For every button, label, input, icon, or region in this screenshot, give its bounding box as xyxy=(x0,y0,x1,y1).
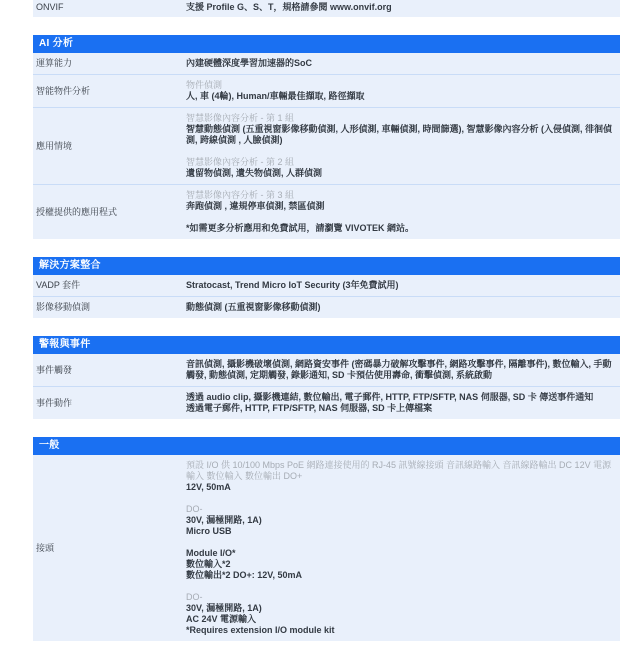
content-line: 支援 Profile G、S、T，規格請參閱 www.onvif.org xyxy=(186,2,392,12)
row-label: 應用情境 xyxy=(36,140,73,151)
row-label: 事件觸發 xyxy=(36,364,73,375)
row-label: 影像移動偵測 xyxy=(36,302,91,312)
row-content xyxy=(186,302,620,313)
spec-section xyxy=(33,257,620,318)
table-row xyxy=(33,455,620,641)
row-content xyxy=(186,359,620,381)
content-line: 透過 audio clip, 攝影機連結, 數位輸出, 電子郵件, HTTP, FTP/SFTP, NAS 伺服器, SD 卡 傳送事件通知 xyxy=(186,392,594,402)
content-line: 透過電子郵件, HTTP, FTP/SFTP, NAS 伺服器, SD 卡上傳檔案 xyxy=(186,403,433,413)
section-header-title: 警報與事件 xyxy=(33,336,620,354)
table-row xyxy=(33,184,620,239)
row-content xyxy=(186,58,620,69)
content-line: AC 24V 電源輸入 xyxy=(186,614,257,624)
content-line-subheading: DO- xyxy=(186,592,203,602)
spec-document xyxy=(33,0,620,659)
row-content xyxy=(186,392,620,414)
table-row xyxy=(33,0,620,17)
blank-line xyxy=(186,493,612,504)
content-line: 奔跑偵測 , 違規停車偵測, 禁區偵測 xyxy=(186,201,325,211)
table-row xyxy=(33,354,620,386)
row-label: 運算能力 xyxy=(36,58,73,68)
content-line-subheading: 預設 I/O 供 10/100 Mbps PoE 網路連接使用的 RJ-45 訊號線接頭 音訊線路輸入 音訊線路輸出 DC 12V 電源輸入 數位輸入 數位輸出 DO+ xyxy=(186,460,612,481)
section-header-title: 一般 xyxy=(33,437,620,455)
content-line: 智慧動態偵測 (五重視窗影像移動偵測, 人形偵測, 車輛偵測, 時間篩選), 智慧影像內容分析 (入侵偵測, 徘徊偵測, 跨線偵測 , 人臉偵測) xyxy=(186,124,612,145)
content-line-subheading: 物件偵測 xyxy=(186,80,223,90)
row-content xyxy=(186,190,620,234)
content-line-subheading: DO- xyxy=(186,504,203,514)
content-line: 遺留物偵測, 遺失物偵測, 人群偵測 xyxy=(186,168,323,178)
spec-section xyxy=(33,437,620,641)
content-line: *如需更多分析應用和免費試用，請瀏覽 VIVOTEK 網站。 xyxy=(186,223,415,233)
content-line: 12V, 50mA xyxy=(186,482,231,492)
content-line: *Requires extension I/O module kit xyxy=(186,625,335,635)
blank-line xyxy=(186,537,612,548)
table-row xyxy=(33,74,620,107)
content-line: 音訊偵測, 攝影機破壞偵測, 網路資安事件 (密碼暴力破解攻擊事件, 網路攻擊事件, 隔離事件), 數位輸入, 手動觸發, 動態偵測, 定期觸發, 錄影通知, SD 卡預估使用壽命, 衝擊偵測, 系統啟動 xyxy=(186,359,612,380)
row-label: 授權提供的應用程式 xyxy=(36,206,118,217)
table-row xyxy=(33,296,620,318)
row-content xyxy=(186,80,620,102)
blank-line xyxy=(186,212,612,223)
spec-section xyxy=(33,0,620,17)
row-content xyxy=(186,280,620,291)
content-line: Module I/O* xyxy=(186,548,236,558)
table-row xyxy=(33,53,620,74)
row-label: 智能物件分析 xyxy=(36,85,91,96)
spec-section xyxy=(33,35,620,239)
table-row xyxy=(33,275,620,296)
row-content xyxy=(186,460,620,636)
content-line-subheading: 智慧影像內容分析 - 第 1 組 xyxy=(186,113,295,123)
row-content xyxy=(186,2,620,13)
content-line: 30V, 漏極開路, 1A) xyxy=(186,603,262,613)
section-header-title: 解決方案整合 xyxy=(33,257,620,275)
content-line: Micro USB xyxy=(186,526,232,536)
content-line: 數位輸入*2 xyxy=(186,559,231,569)
content-line-subheading: 智慧影像內容分析 - 第 3 組 xyxy=(186,190,295,200)
blank-line xyxy=(186,581,612,592)
blank-line xyxy=(186,146,612,157)
content-line: 動態偵測 (五重視窗影像移動偵測) xyxy=(186,302,321,312)
row-content xyxy=(186,113,620,179)
spec-section xyxy=(33,336,620,419)
row-label: VADP 套件 xyxy=(36,280,81,290)
section-header-title: AI 分析 xyxy=(33,35,620,53)
table-row xyxy=(33,386,620,419)
row-label: 接頭 xyxy=(36,542,55,553)
content-line-subheading: 智慧影像內容分析 - 第 2 組 xyxy=(186,157,295,167)
content-line: 數位輸出*2 DO+: 12V, 50mA xyxy=(186,570,302,580)
row-label: 事件動作 xyxy=(36,397,73,408)
table-row xyxy=(33,107,620,184)
row-label: ONVIF xyxy=(36,2,64,12)
content-line: 30V, 漏極開路, 1A) xyxy=(186,515,262,525)
content-line: 內建硬體深度學習加速器的SoC xyxy=(186,58,313,68)
content-line: 人, 車 (4輪), Human/車輛最佳擷取, 路徑擷取 xyxy=(186,91,365,101)
content-line: Stratocast, Trend Micro IoT Security (3年免費試用) xyxy=(186,280,399,290)
